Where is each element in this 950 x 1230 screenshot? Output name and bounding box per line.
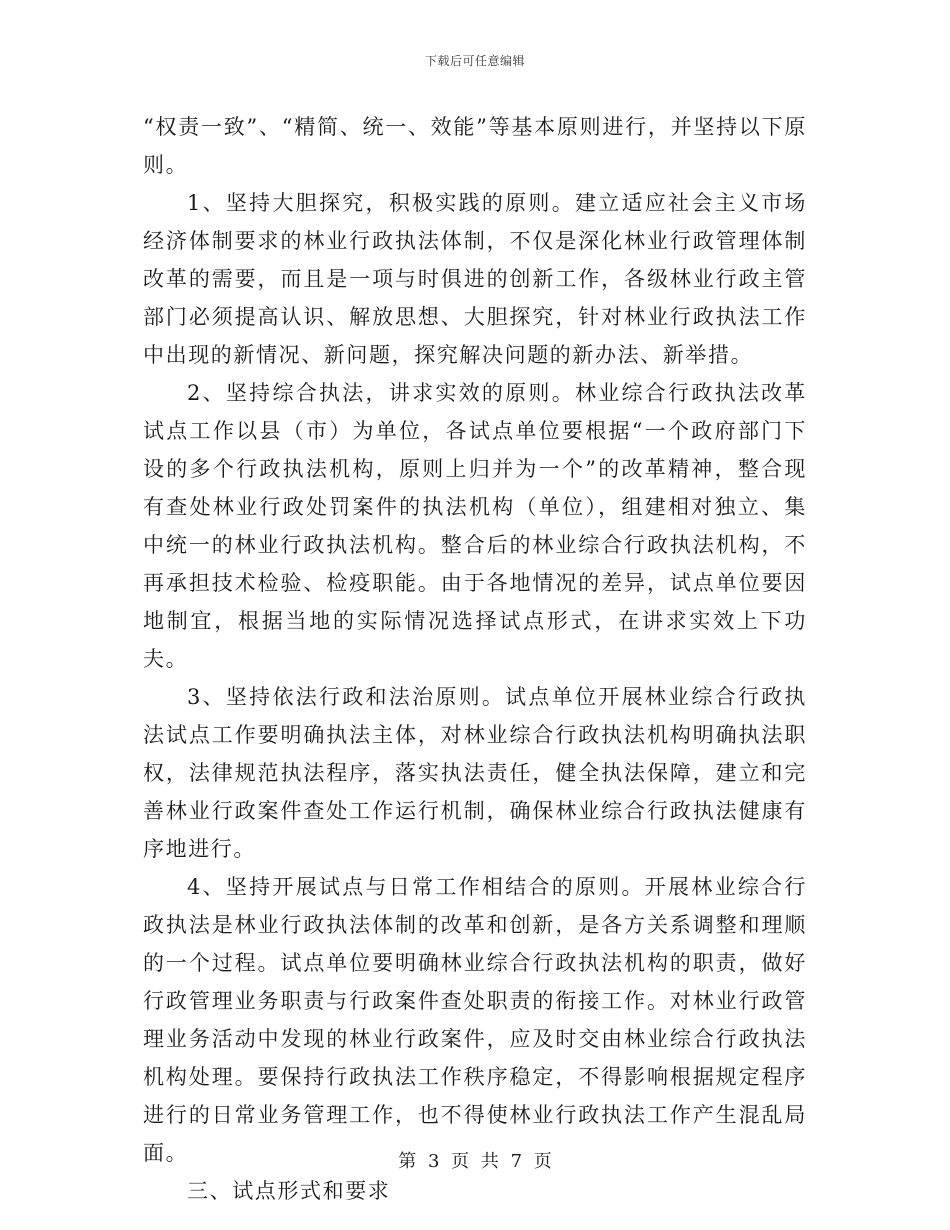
document-body bbox=[143, 108, 807, 1210]
page-header: 下载后可任意编辑 bbox=[424, 54, 525, 68]
paragraph-continuation: “权责一致”、“精简、统一、效能”等基本原则进行，并坚持以下原则。 bbox=[143, 115, 807, 177]
section-heading: 三、试点形式和要求 bbox=[187, 1179, 391, 1203]
page-number: 第 3 页 共 7 页 bbox=[398, 1151, 552, 1172]
paragraph-principle-1: 1、坚持大胆探究，积极实践的原则。建立适应社会主义市场经济体制要求的林业行政执法体制，不仅是深化林业行政管理体制改革的需要，而且是一项与时俱进的创新工作，各级林业行政主管部门必须提高认识、解放思想、大胆探究，针对林业行政执法工作中出现的新情况、新问题，探究解决问题的新办法、新举措。 bbox=[143, 191, 807, 367]
paragraph-principle-4: 4、坚持开展试点与日常工作相结合的原则。开展林业综合行政执法是林业行政执法体制的改革和创新，是各方关系调整和理顺的一个过程。试点单位要明确林业综合行政执法机构的职责，做好行政管理业务职责与行政案件查处职责的衔接工作。对林业行政管理业务活动中发现的林业行政案件，应及时交由林业综合行政执法机构处理。要保持行政执法工作秩序稳定，不得影响根据规定程序进行的日常业务管理工作，也不得使林业行政执法工作产生混乱局面。 bbox=[143, 875, 807, 1165]
paragraph-principle-3: 3、坚持依法行政和法治原则。试点单位开展林业综合行政执法试点工作要明确执法主体，对林业综合行政执法机构明确执法职权，法律规范执法程序，落实执法责任，健全执法保障，建立和完善林业行政案件查处工作运行机制，确保林业综合行政执法健康有序地进行。 bbox=[143, 685, 807, 861]
paragraph-principle-2: 2、坚持综合执法，讲求实效的原则。林业综合行政执法改革试点工作以县（市）为单位，各试点单位要根据“一个政府部门下设的多个行政执法机构，原则上归并为一个”的改革精神，整合现有查处林业行政处罚案件的执法机构（单位），组建相对独立、集中统一的林业行政执法机构。整合后的林业综合行政执法机构，不再承担技术检验、检疫职能。由于各地情况的差异，试点单位要因地制宜，根据当地的实际情况选择试点形式，在讲求实效上下功夫。 bbox=[143, 381, 807, 671]
